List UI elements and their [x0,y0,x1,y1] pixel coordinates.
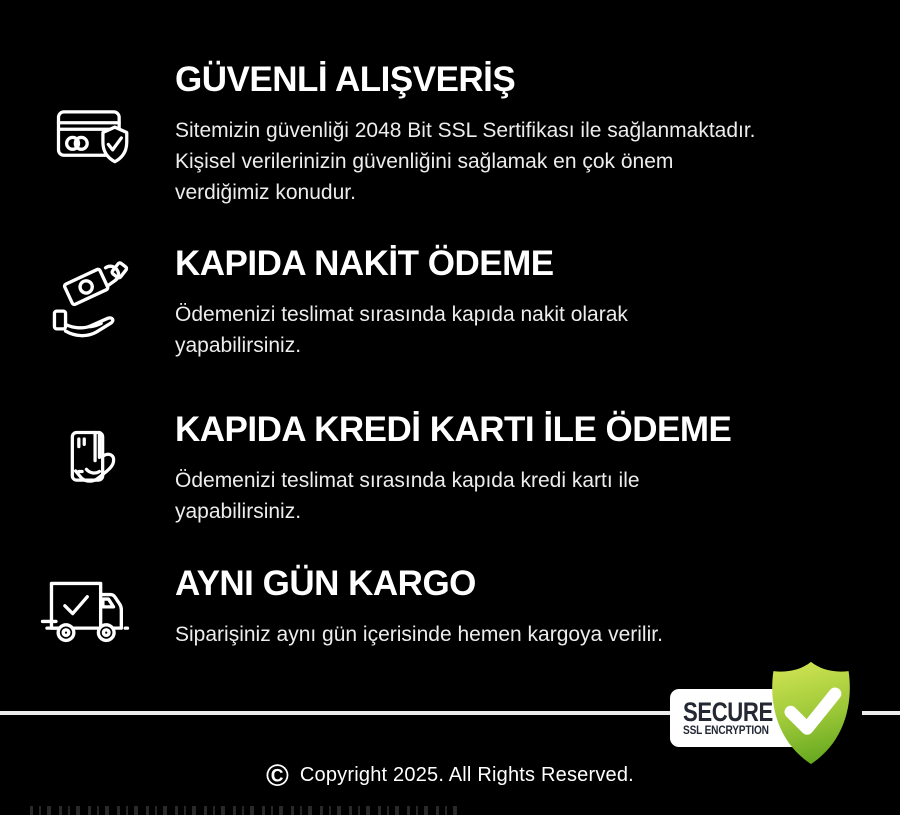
feature-cash-on-delivery [0,244,900,361]
credit-card-shield-icon [52,100,130,178]
feature-description [175,115,855,208]
description-line: Kişisel verilerinizin güvenliğini sağlamak en çok önem [175,150,674,173]
feature-title: GÜVENLİ ALIŞVERİŞ [175,60,516,99]
description-line: Ödemenizi teslimat sırasında kapıda kredi kartı ile [175,469,640,492]
credit-card-in-hand-icon [55,426,133,504]
feature-title: AYNI GÜN KARGO [175,564,476,603]
ssl-badge-title: SECURE [683,696,773,727]
cash-in-hand-icon [50,260,130,340]
feature-card-on-delivery [0,410,900,527]
copyright-icon: © [266,757,289,793]
ssl-badge-subtitle: SSL ENCRYPTION [683,724,769,737]
feature-description [175,619,855,650]
green-shield-check-icon [760,660,862,766]
copyright-bar [0,757,900,793]
feature-same-day-shipping [0,564,900,650]
feature-title: KAPIDA NAKİT ÖDEME [175,244,554,283]
description-line: Sitemizin güvenliği 2048 Bit SSL Sertifikası ile sağlanmaktadır. [175,119,756,142]
feature-title: KAPIDA KREDİ KARTI İLE ÖDEME [175,410,732,449]
divider-line-left [0,711,670,715]
description-line: Siparişiniz aynı gün içerisinde hemen kargoya verilir. [175,623,663,646]
description-line: yapabilirsiniz. [175,500,302,523]
description-line: verdiğimiz konudur. [175,181,356,204]
feature-secure-shopping [0,60,900,208]
description-line: yapabilirsiniz. [175,334,302,357]
feature-description [175,465,855,527]
delivery-truck-check-icon [40,570,130,646]
divider-line-right [862,711,900,715]
description-line: Ödemenizi teslimat sırasında kapıda nakit olarak [175,303,628,326]
feature-description [175,299,855,361]
copyright-text: Copyright 2025. All Rights Reserved. [299,763,634,786]
